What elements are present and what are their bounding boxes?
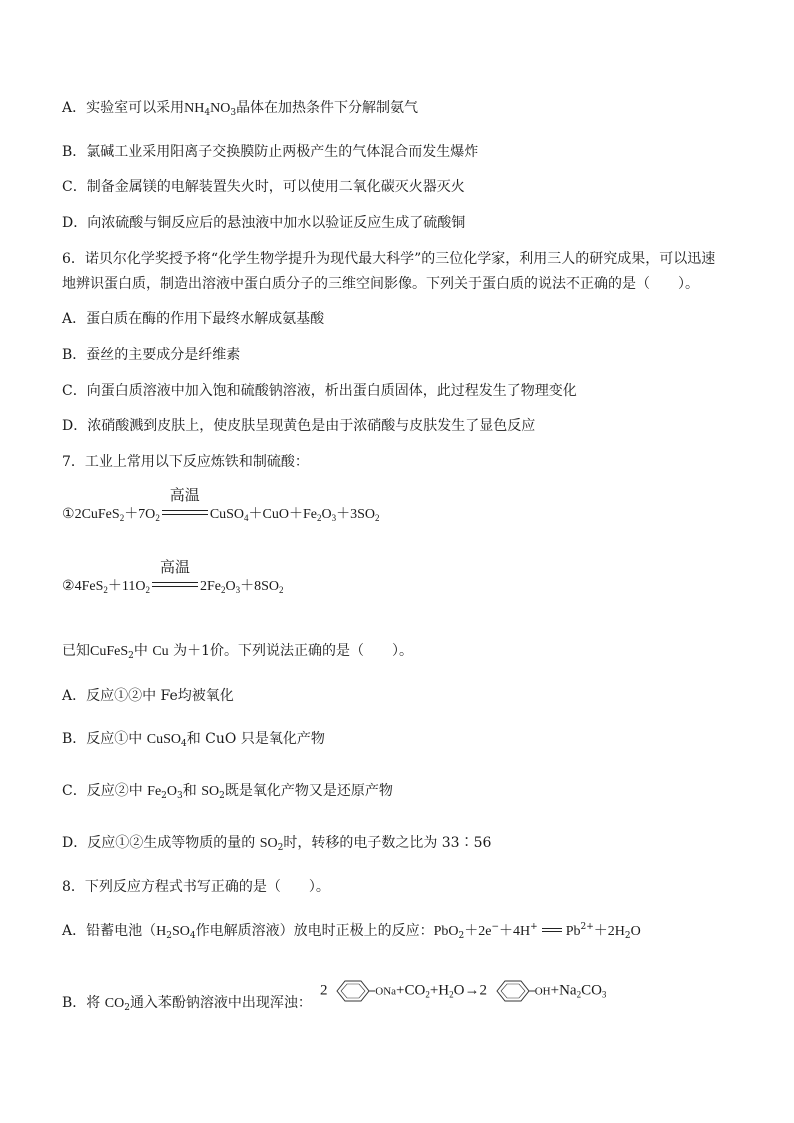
formula: +CO	[396, 982, 426, 999]
eq-label: ②	[62, 579, 75, 594]
text: D．反应①②生成等物质的量的	[62, 835, 260, 851]
text: 中	[133, 643, 148, 659]
subscript: 2	[278, 585, 284, 595]
subscript: 2	[375, 513, 380, 523]
text: 通入苯酚钠溶液中出现浑浊：	[129, 995, 312, 1011]
q8-stem: 8．下列反应方程式书写正确的是（ ）。	[62, 879, 330, 895]
q6-option-c: C．向蛋白质溶液中加入饱和硫酸钠溶液，析出蛋白质固体，此过程发生了物理变化	[62, 383, 577, 399]
q7-option-c	[62, 781, 393, 802]
formula: CO	[104, 996, 125, 1011]
subscript: 3	[331, 513, 337, 523]
q7-equation-2	[62, 558, 284, 597]
substituent: ONa	[375, 985, 397, 998]
q5-option-a	[62, 98, 418, 119]
eq-label: ①	[62, 507, 75, 522]
formula: ＋CuO＋Fe	[248, 507, 317, 522]
formula: SO	[201, 784, 220, 799]
subscript: 4	[244, 513, 249, 523]
coefficient: 2	[320, 982, 328, 999]
formula: O	[225, 579, 236, 594]
subscript: 4	[204, 108, 211, 118]
q6-stem-line2: 地辨识蛋白质，制造出溶液中蛋白质分子的三维空间影像。下列关于蛋白质的说法不正确的是（ ）。	[62, 276, 699, 292]
formula: ＋11O	[107, 579, 146, 594]
formula: Fe	[147, 784, 162, 799]
formula: +Na	[550, 982, 577, 999]
formula: CO	[581, 982, 602, 999]
formula: O→2	[453, 982, 487, 999]
phenoxide-equation	[320, 978, 606, 1004]
subscript: 2	[128, 651, 134, 661]
formula: O	[321, 507, 332, 522]
formula: CuFeS	[90, 644, 129, 659]
text: 作电解质溶液）放电时正极上的反应：	[195, 923, 434, 939]
q6-option-d: D．浓硝酸溅到皮肤上，使皮肤呈现黄色是由于浓硝酸与皮肤发生了显色反应	[62, 418, 536, 434]
formula: ＋4H	[499, 924, 531, 939]
text: B．将	[62, 995, 105, 1011]
formula: O	[166, 784, 178, 799]
q5-a-text-end: 晶体在加热条件下分解制氨气	[236, 100, 419, 116]
superscript: 2+	[580, 922, 594, 932]
superscript: −	[491, 922, 500, 932]
substituent: OH	[534, 985, 551, 998]
q6-option-a: A．蛋白质在酶的作用下最终水解成氨基酸	[62, 311, 325, 327]
formula: Pb	[565, 924, 581, 939]
q6-stem-line1: 6．诺贝尔化学奖授予将“化学生物学提升为现代最大科学”的三位化学家，利用三人的研究成果，可以迅速	[62, 251, 716, 267]
subscript: 2	[161, 791, 167, 801]
subscript: 2	[166, 931, 172, 941]
formula: O	[630, 924, 641, 939]
formula: Cu	[152, 644, 169, 659]
subscript: 3	[601, 989, 607, 1000]
q7-option-a: A．反应①②中 Fe均被氧化	[62, 688, 234, 704]
formula: 2CuFeS	[74, 507, 120, 522]
q7-option-d	[62, 833, 491, 854]
q5-a-text: A．实验室可以采用	[62, 100, 185, 116]
reaction-condition	[162, 486, 208, 525]
benzene-ring-icon	[491, 978, 535, 1004]
text: A．铅蓄电池（	[62, 923, 157, 939]
double-bar	[152, 582, 198, 587]
formula: NO	[210, 101, 231, 116]
subscript: 2	[119, 513, 125, 523]
double-bar	[162, 510, 208, 515]
condition-text: 高温	[159, 558, 190, 576]
subscript: 2	[220, 585, 226, 595]
formula: 4FeS	[74, 579, 104, 594]
subscript: 3	[235, 585, 241, 595]
benzene-ring-icon	[331, 978, 375, 1004]
text: 为＋1价。下列说法正确的是（ ）。	[173, 643, 414, 659]
subscript: 2	[576, 989, 582, 1000]
text: 时，转移的电子数之比为 33∶56	[283, 835, 492, 851]
subscript: 2	[103, 585, 108, 595]
subscript: 2	[219, 791, 225, 801]
condition-text: 高温	[169, 486, 200, 504]
subscript: 2	[458, 931, 465, 941]
formula: 2Fe	[199, 579, 221, 594]
text: B．反应①中	[62, 731, 147, 747]
formula: CuSO	[209, 507, 245, 522]
equal-bar	[542, 928, 562, 932]
subscript: 3	[177, 791, 183, 801]
formula: ＋2e	[464, 924, 492, 939]
subscript: 2	[124, 1003, 130, 1013]
q5-option-b: B．氯碱工业采用阳离子交换膜防止两极产生的气体混合而发生爆炸	[62, 144, 479, 160]
text: C．反应②中	[62, 783, 148, 799]
subscript: 2	[624, 931, 631, 941]
formula: ＋8SO	[240, 579, 279, 594]
subscript: 2	[145, 585, 150, 595]
text: 既是氧化产物又是还原产物	[224, 783, 393, 799]
subscript: 2	[449, 989, 454, 1000]
q8-option-b	[62, 993, 312, 1014]
formula: CuSO	[146, 732, 181, 747]
q7-option-b	[62, 729, 325, 750]
superscript: +	[530, 922, 538, 932]
subscript: 2	[317, 513, 322, 523]
formula: NH	[184, 101, 205, 116]
q7-stem: 7．工业上常用以下反应炼铁和制硫酸：	[62, 454, 309, 470]
formula: SO	[259, 836, 278, 851]
formula: ＋2H	[593, 924, 625, 939]
q6-option-b: B．蚕丝的主要成分是纤维素	[62, 347, 241, 363]
q7-equation-1	[62, 486, 380, 525]
formula: PbO	[433, 924, 459, 939]
reaction-condition	[152, 558, 198, 597]
formula: ＋7O	[124, 507, 156, 522]
subscript: 2	[425, 989, 430, 1000]
q8-option-a	[62, 921, 641, 942]
subscript: 3	[230, 108, 237, 118]
q7-given	[62, 641, 413, 662]
formula: ＋3SO	[336, 507, 376, 522]
text: 已知	[62, 643, 90, 659]
text: 和 CuO 只是氧化产物	[186, 731, 325, 747]
subscript: 4	[180, 739, 187, 749]
formula: H	[156, 924, 167, 939]
q5-option-c: C．制备金属镁的电解装置失火时，可以使用二氧化碳灭火器灭火	[62, 179, 465, 195]
text: 和	[182, 783, 202, 799]
subscript: 2	[155, 513, 160, 523]
subscript: 4	[189, 931, 196, 941]
q5-option-d: D．向浓硫酸与铜反应后的悬浊液中加水以验证反应生成了硫酸铜	[62, 215, 466, 231]
subscript: 2	[277, 843, 284, 853]
formula: SO	[171, 924, 190, 939]
formula: +H	[429, 982, 450, 999]
